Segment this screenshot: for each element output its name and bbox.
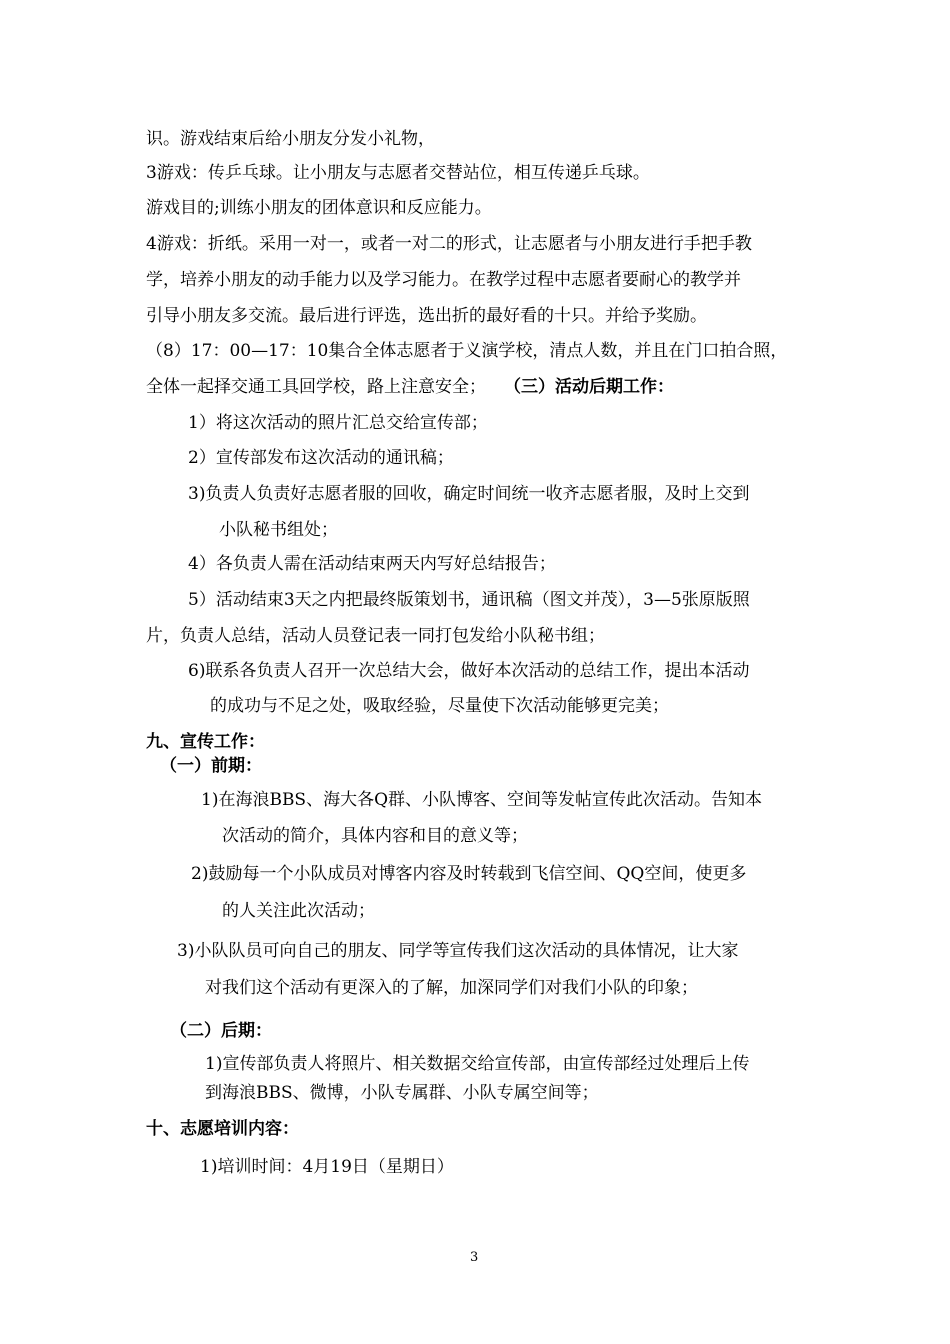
list-item: 3)负责人负责好志愿者服的回收，确定时间统一收齐志愿者服，及时上交到: [188, 484, 750, 504]
subsection-heading: （一）前期：: [160, 756, 262, 776]
text-line: 引导小朋友多交流。最后进行评选，选出折的最好看的十只。并给予奖励。: [146, 306, 707, 326]
list-item-continuation: 次活动的简介，具体内容和目的意义等；: [222, 826, 528, 846]
list-item: 1)在海浪BBS、海大各Q群、小队博客、空间等发帖宣传此次活动。告知本: [201, 790, 763, 810]
list-item: 4）各负责人需在活动结束两天内写好总结报告；: [188, 554, 556, 574]
list-item-continuation: 对我们这个活动有更深入的了解，加深同学们对我们小队的印象；: [205, 978, 698, 998]
text-line: 4游戏：折纸。采用一对一，或者一对二的形式，让志愿者与小朋友进行手把手教: [146, 234, 752, 254]
list-item: 2）宣传部发布这次活动的通讯稿；: [188, 448, 454, 468]
list-item: 6)联系各负责人召开一次总结大会，做好本次活动的总结工作，提出本活动: [188, 661, 750, 681]
list-item-continuation: 片，负责人总结，活动人员登记表一同打包发给小队秘书组；: [146, 626, 605, 646]
list-item: 2)鼓励每一个小队成员对博客内容及时转载到飞信空间、QQ空间，使更多: [191, 864, 747, 884]
subsection-heading: （二）后期：: [170, 1021, 272, 1041]
text-line: （8）17：00—17：10集合全体志愿者于义演学校，清点人数，并且在门口拍合照，: [146, 341, 788, 361]
list-item-continuation: 的人关注此次活动；: [222, 901, 375, 921]
section-heading: （三）活动后期工作：: [504, 377, 674, 397]
page-number: 3: [470, 1250, 479, 1265]
text-line: 识。游戏结束后给小朋友分发小礼物，: [146, 129, 435, 149]
list-item: 5）活动结束3天之内把最终版策划书，通讯稿（图文并茂），3—5张原版照: [188, 590, 750, 610]
list-item-continuation: 的成功与不足之处，吸取经验，尽量使下次活动能够更完美；: [210, 696, 669, 716]
text-line: 游戏目的;训练小朋友的团体意识和反应能力。: [146, 198, 492, 218]
section-heading: 十、志愿培训内容：: [146, 1119, 299, 1139]
text-line: 全体一起择交通工具回学校，路上注意安全；: [146, 377, 486, 397]
section-heading: 九、宣传工作：: [146, 732, 265, 752]
text-line: 学，培养小朋友的动手能力以及学习能力。在教学过程中志愿者要耐心的教学并: [146, 270, 741, 290]
list-item: 1)培训时间：4月19日（星期日）: [200, 1157, 454, 1177]
list-item-continuation: 小队秘书组处；: [219, 520, 338, 540]
text-line: 3游戏：传乒乓球。让小朋友与志愿者交替站位，相互传递乒乓球。: [146, 163, 650, 183]
list-item: 1)宣传部负责人将照片、相关数据交给宣传部，由宣传部经过处理后上传: [205, 1054, 750, 1074]
list-item-continuation: 到海浪BBS、微博，小队专属群、小队专属空间等；: [205, 1083, 599, 1103]
list-item: 3)小队队员可向自己的朋友、同学等宣传我们这次活动的具体情况，让大家: [177, 941, 739, 961]
list-item: 1）将这次活动的照片汇总交给宣传部；: [188, 413, 488, 433]
